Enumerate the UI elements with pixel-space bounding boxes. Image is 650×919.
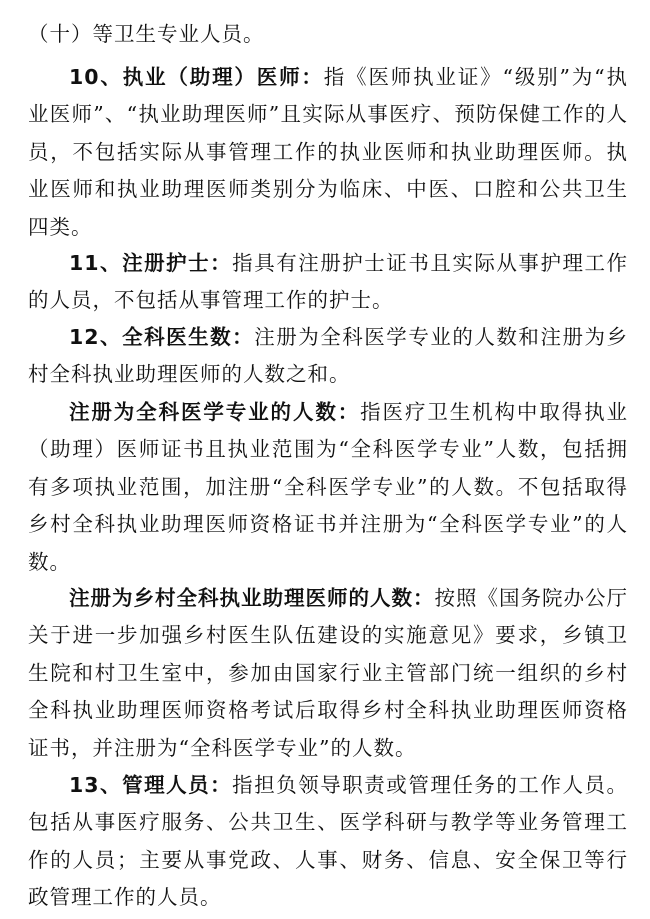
paragraph-text: 指担负领导职责或管理任务的工作人员。包括从事医疗服务、公共卫生、医学科研与教学等业务管理工作的人员；主要从事党政、人事、财务、信息、安全保卫等行政管理工作的人员。: [28, 773, 629, 910]
paragraph-text: 指医疗卫生机构中取得执业（助理）医师证书且执业范围为“全科医学专业”人数，包括拥有多项执业范围，加注册“全科医学专业”的人数。不包括取得乡村全科执业助理医师资格证书并注册为“全科医学专业”的人数。: [28, 400, 629, 574]
paragraph-text: （十）等卫生专业人员。: [28, 22, 265, 46]
paragraph-text: 注册为全科医学专业的人数和注册为乡村全科执业助理医师的人数之和。: [28, 325, 628, 387]
paragraph-general-practitioners: [28, 319, 628, 394]
paragraph-text: 指《医师执业证》“级别”为“执业医师”、“执业助理医师”且实际从事医疗、预防保健工作的人员，不包括实际从事管理工作的执业医师和执业助理医师。执业医师和执业助理医师类别分为临床、中医、口腔和公共卫生四类。: [28, 65, 628, 239]
paragraph-text: 按照《国务院办公厅关于进一步加强乡村医生队伍建设的实施意见》要求，乡镇卫生院和村卫生室中，参加由国家行业主管部门统一组织的乡村全科执业助理医师资格考试后取得乡村全科执业助理医师资格证书，并注册为“全科医学专业”的人数。: [28, 586, 628, 760]
term-heading: 10、执业（助理）医师：: [69, 65, 324, 89]
term-heading: 11、注册护士：: [69, 251, 233, 275]
paragraph-registered-nurse: [28, 245, 628, 320]
paragraph-category-ten: [28, 16, 628, 53]
paragraph-management-staff: [28, 767, 628, 917]
paragraph-licensed-physician: [28, 59, 628, 246]
paragraph-registered-general-practice: [28, 394, 628, 581]
term-heading: 注册为全科医学专业的人数：: [69, 400, 361, 424]
paragraph-rural-assistant-physician: [28, 580, 628, 767]
term-heading: 注册为乡村全科执业助理医师的人数：: [69, 586, 435, 610]
term-heading: 12、全科医生数：: [69, 325, 255, 349]
paragraph-text: 指具有注册护士证书且实际从事护理工作的人员，不包括从事管理工作的护士。: [28, 251, 629, 313]
term-heading: 13、管理人员：: [69, 773, 233, 797]
